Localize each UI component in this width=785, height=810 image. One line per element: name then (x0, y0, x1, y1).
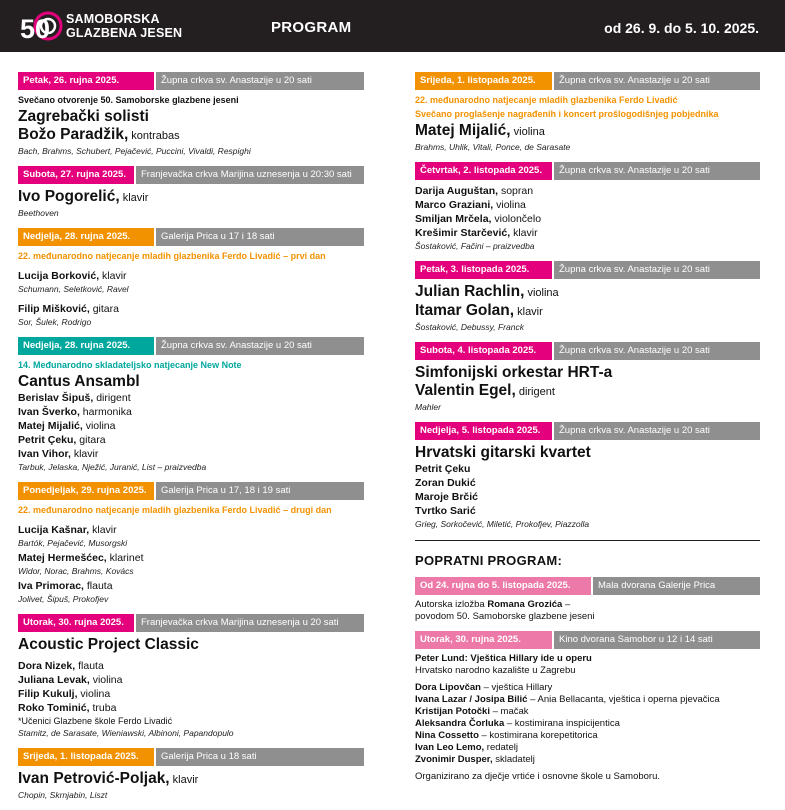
performer-name: Roko Tominić, (18, 702, 90, 714)
performer-name: Lucija Borković, (18, 270, 100, 282)
performer (18, 302, 364, 316)
event-date: Nedjelja, 28. rujna 2025. (18, 337, 154, 355)
composers: Schumann, Seletković, Ravel (18, 284, 129, 294)
event-3-oct (415, 261, 760, 333)
performer-role: violina (89, 674, 123, 686)
performer-role: klavir (510, 227, 538, 239)
soloist-name: Matej Mijalić, (415, 122, 511, 139)
performer-role: klavir (99, 270, 127, 282)
performer-name: Filip Kukulj, (18, 688, 78, 700)
event-date: Četvrtak, 2. listopada 2025. (415, 162, 552, 180)
soloist-role: klavir (119, 192, 149, 204)
show-title: Peter Lund: Vještica Hillary ide u operu (415, 653, 592, 664)
fifty-logo-icon (18, 9, 64, 43)
performer (415, 198, 760, 212)
soloist-name: Ivo Pogorelić, (18, 188, 120, 205)
composers: Widor, Norac, Brahms, Kovács (18, 566, 134, 576)
performer-name: Dora Nizek, (18, 660, 76, 672)
performer-name: Berislav Šipuš, (18, 392, 94, 404)
event-date: Nedjelja, 28. rujna 2025. (18, 228, 154, 246)
cast-member: Ivana Lazar / Josipa Bilić – Ania Bellacanta, vještica i operna pjevačica (415, 694, 720, 705)
cast-member: Dora Lipovčan – vještica Hillary (415, 682, 553, 693)
performer-role: dirigent (93, 392, 131, 404)
event-venue: Galerija Prica u 17 i 18 sati (156, 228, 364, 246)
performer (18, 687, 364, 701)
performer (18, 673, 364, 687)
crew-member: Zvonimir Dusper, skladatelj (415, 754, 535, 765)
performer (18, 405, 364, 419)
performer-role: klavir (89, 524, 117, 536)
festival-dates: od 26. 9. do 5. 10. 2025. (604, 20, 759, 36)
performer-name: Matej Mijalić, (18, 420, 83, 432)
organizer-note: Organizirano za dječje vrtiće i osnovne škole u Samoboru. (415, 771, 661, 782)
ensemble-name: Hrvatski gitarski kvartet (415, 444, 591, 461)
soloist (415, 302, 760, 321)
performer (18, 269, 364, 283)
event-30-sep (18, 614, 364, 739)
performer-role: sopran (498, 185, 534, 197)
event-date: Srijeda, 1. listopada 2025. (18, 748, 154, 766)
cast-member: Kristijan Potočki – mačak (415, 706, 529, 717)
performer-role: flauta (75, 660, 104, 672)
composers: Stamitz, de Sarasate, Wieniawski, Albinoni, Papandopulo (18, 728, 234, 738)
event-venue: Župna crkva sv. Anastazije u 20 sati (554, 342, 760, 360)
composers: Chopin, Skrnjabin, Liszt (18, 790, 108, 800)
composers: Bach, Brahms, Schubert, Pejačević, Puccini, Vivaldi, Respighi (18, 146, 251, 156)
performer-name: Ivan Vihor, (18, 448, 71, 460)
event-4-oct (415, 342, 760, 413)
performer (18, 659, 364, 673)
performer-role: gitara (76, 434, 106, 446)
section-divider (415, 540, 760, 541)
performer-name: Juliana Levak, (18, 674, 90, 686)
event-subtitle: Svečano otvorenje 50. Samoborske glazbene jeseni (18, 95, 239, 105)
event-venue: Župna crkva sv. Anastazije u 20 sati (554, 162, 760, 180)
performer (18, 447, 364, 461)
side-program-title: POPRATNI PROGRAM: (415, 553, 563, 568)
soloist-role: kontrabas (128, 130, 180, 142)
cast-member: Nina Cossetto – kostimirana korepetitorica (415, 730, 598, 741)
soloist (415, 382, 760, 401)
ensemble-name: Simfonijski orkestar HRT-a (415, 364, 613, 381)
performer-role: flauta (83, 580, 113, 592)
performer-name: Marco Graziani, (415, 199, 494, 211)
event-date: Petak, 3. listopada 2025. (415, 261, 552, 279)
soloist-role: klavir (514, 306, 543, 318)
performer (18, 701, 364, 715)
left-column (18, 72, 364, 810)
event-date: Ponedjeljak, 29. rujna 2025. (18, 482, 154, 500)
exhibition-line: Autorska izložba Romana Grozića – (415, 599, 571, 610)
event-date: Srijeda, 1. listopada 2025. (415, 72, 552, 90)
event-5-oct (415, 422, 760, 530)
composers: Šostaković, Fačini – praizvedba (415, 241, 535, 251)
right-column (415, 72, 760, 791)
event-venue: Župna crkva sv. Anastazije u 20 sati (554, 261, 760, 279)
soloist-role: klavir (169, 774, 199, 786)
event-date: Petak, 26. rujna 2025. (18, 72, 154, 90)
performer-name: Filip Mišković, (18, 303, 90, 315)
cast-member: Aleksandra Čorluka – kostimirana inspicijentica (415, 718, 620, 729)
event-28-sep-competition (18, 228, 364, 328)
performer (18, 551, 364, 565)
performer-role: violončelo (491, 213, 542, 225)
event-2-oct (415, 162, 760, 252)
event-venue: Galerija Prica u 17, 18 i 19 sati (156, 482, 364, 500)
event-26-sep (18, 72, 364, 157)
artist-name: Romana Grozića (487, 599, 563, 610)
performer (18, 579, 364, 593)
performer-name: Lucija Kašnar, (18, 524, 90, 536)
soloist-name: Valentin Egel, (415, 382, 516, 399)
composers: Brahms, Uhlik, Vitali, Ponce, de Sarasate (415, 142, 571, 152)
ensemble-name: Zagrebački solisti (18, 108, 149, 125)
performer-role: harmonika (79, 406, 132, 418)
performer (18, 523, 364, 537)
side-event-opera (415, 631, 760, 783)
event-1-oct-prica (18, 748, 364, 801)
performer (18, 391, 364, 405)
soloist (18, 188, 364, 207)
performer-name: Tvrtko Sarić (415, 505, 476, 517)
performer-role: truba (89, 702, 117, 714)
composers: Jolivet, Šipuš, Prokofjev (18, 594, 109, 604)
performer-name: Ivan Šverko, (18, 406, 80, 418)
performer-role: violina (77, 688, 111, 700)
performer (415, 226, 760, 240)
event-venue: Župna crkva sv. Anastazije u 20 sati (554, 72, 760, 90)
soloist-role: violina (524, 287, 559, 299)
soloist (18, 770, 364, 789)
composers: Bartók, Pejačević, Musorgski (18, 538, 128, 548)
performer-role: violina (493, 199, 526, 211)
event-date: Utorak, 30. rujna 2025. (18, 614, 134, 632)
theatre-name: Hrvatsko narodno kazalište u Zagrebu (415, 665, 576, 676)
composers: Grieg, Sorkočević, Miletić, Prokofjev, Piazzolla (415, 519, 590, 529)
event-venue: Kino dvorana Samobor u 12 i 14 sati (554, 631, 760, 649)
performer-name: Maroje Brčić (415, 491, 479, 503)
event-subtitle: 22. međunarodno natjecanje mladih glazbenika Ferdo Livadić (415, 95, 678, 105)
soloist-name: Julian Rachlin, (415, 283, 525, 300)
soloist (18, 126, 364, 145)
soloist-name: Ivan Petrović-Poljak, (18, 770, 170, 787)
event-venue: Galerija Prica u 18 sati (156, 748, 364, 766)
performer (415, 212, 760, 226)
soloist-name: Itamar Golan, (415, 302, 515, 319)
performer-name: Petrit Çeku, (18, 434, 77, 446)
performer-role: violina (82, 420, 116, 432)
ensemble-name: Acoustic Project Classic (18, 636, 199, 653)
event-subtitle: 22. međunarodno natjecanje mladih glazbenika Ferdo Livadić – drugi dan (18, 505, 332, 515)
event-venue: Župna crkva sv. Anastazije u 20 sati (156, 337, 364, 355)
performer-name: Matej Hermešćec, (18, 552, 107, 564)
composers: Beethoven (18, 208, 59, 218)
composers: Sor, Šulek, Rodrigo (18, 317, 92, 327)
event-27-sep (18, 166, 364, 219)
soloist-name: Božo Paradžik, (18, 126, 129, 143)
performer-name: Petrit Çeku (415, 463, 471, 475)
performer (18, 419, 364, 433)
soloist-role: violina (510, 126, 545, 138)
event-28-sep-new-note (18, 337, 364, 473)
performer-name: Iva Primorac, (18, 580, 84, 592)
logo-line-1: SAMOBORSKA (66, 12, 160, 26)
performer-name: Darija Auguštan, (415, 185, 499, 197)
event-venue: Župna crkva sv. Anastazije u 20 sati (554, 422, 760, 440)
composers: Mahler (415, 402, 441, 412)
performer-role: klavir (70, 448, 99, 460)
performer-name: Krešimir Starčević, (415, 227, 511, 239)
performer-name: Zoran Dukić (415, 477, 476, 489)
event-venue: Mala dvorana Galerije Prica (593, 577, 760, 595)
event-note: *Učenici Glazbene škole Ferdo Livadić (18, 716, 173, 726)
logo-line-2: GLAZBENA JESEN (66, 26, 183, 40)
ensemble-name: Cantus Ansambl (18, 373, 140, 390)
performer-role: klarinet (106, 552, 144, 564)
event-date: Nedjelja, 5. listopada 2025. (415, 422, 552, 440)
soloist-role: dirigent (515, 386, 555, 398)
program-title: PROGRAM (271, 19, 352, 36)
performer (415, 184, 760, 198)
composers: Šostaković, Debussy, Franck (415, 322, 524, 332)
event-venue: Župna crkva sv. Anastazije u 20 sati (156, 72, 364, 90)
event-date: Subota, 4. listopada 2025. (415, 342, 552, 360)
crew-member: Ivan Leo Lemo, redatelj (415, 742, 518, 753)
performer-name: Smiljan Mrčela, (415, 213, 492, 225)
side-event-exhibition (415, 577, 760, 623)
logo-number: 50 (20, 14, 51, 44)
exhibition-occasion: povodom 50. Samoborske glazbene jeseni (415, 611, 595, 622)
event-date: Od 24. rujna do 5. listopada 2025. (415, 577, 591, 595)
composers: Tarbuk, Jelaska, Nježić, Juranić, List – praizvedba (18, 462, 207, 472)
event-subtitle: Svečano proglašenje nagrađenih i koncert prošlogodišnjeg pobjednika (415, 109, 719, 119)
soloist (415, 122, 760, 141)
performer (18, 433, 364, 447)
event-1-oct-church (415, 72, 760, 153)
event-date: Utorak, 30. rujna 2025. (415, 631, 552, 649)
logo-text (66, 12, 236, 40)
event-venue: Franjevačka crkva Marijina uznesenja u 20:30 sati (136, 166, 364, 184)
event-venue: Franjevačka crkva Marijina uznesenja u 20 sati (136, 614, 364, 632)
event-subtitle: 14. Međunarodno skladateljsko natjecanje New Note (18, 360, 242, 370)
event-subtitle: 22. međunarodno natjecanje mladih glazbenika Ferdo Livadić – prvi dan (18, 251, 326, 261)
performer-role: gitara (89, 303, 119, 315)
event-date: Subota, 27. rujna 2025. (18, 166, 134, 184)
header-bar (0, 0, 785, 52)
soloist (415, 283, 760, 302)
event-29-sep (18, 482, 364, 605)
